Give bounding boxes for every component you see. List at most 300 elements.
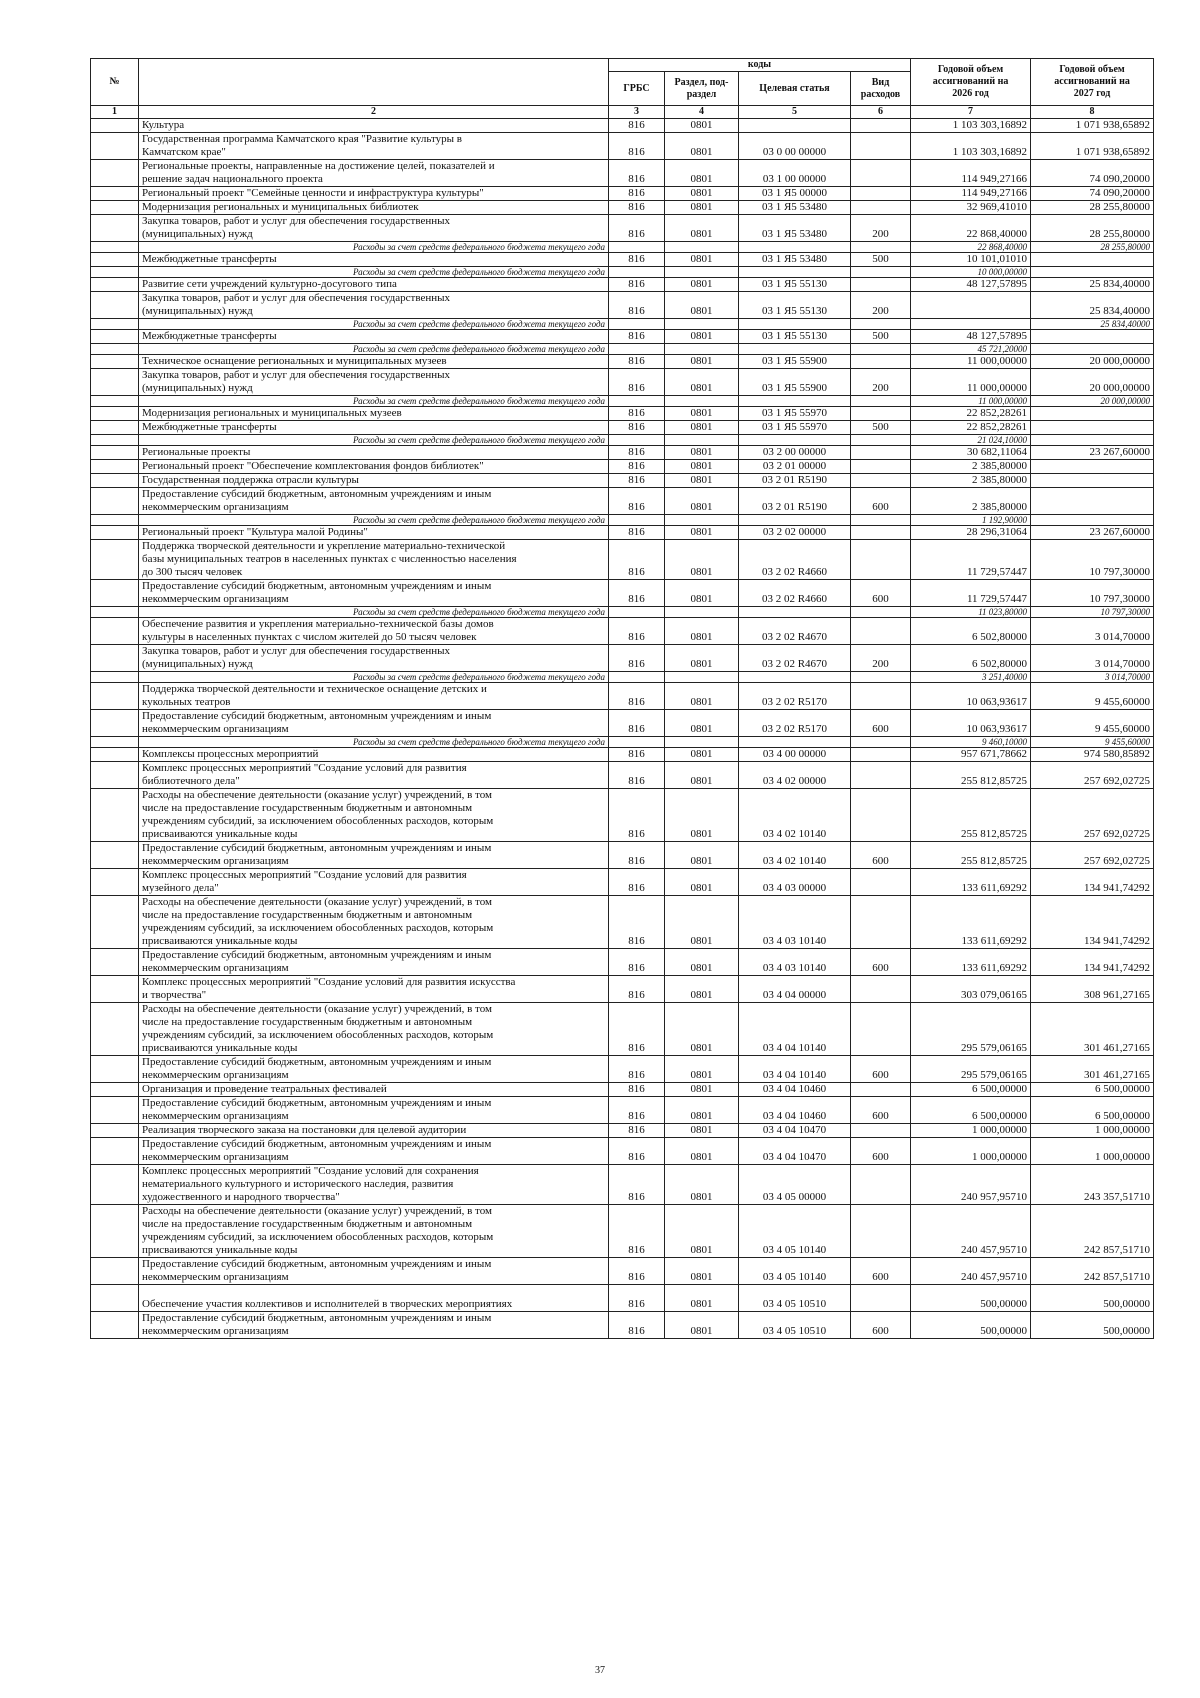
row-target-article-cell: 03 4 05 10510 bbox=[739, 1312, 851, 1339]
row-grbs-cell bbox=[609, 319, 665, 330]
row-section-cell: 0801 bbox=[665, 1312, 739, 1339]
row-section-cell: 0801 bbox=[665, 580, 739, 607]
row-name-cell: Организация и проведение театральных фестивалей bbox=[139, 1083, 609, 1097]
row-name-cell: Закупка товаров, работ и услуг для обеспечения государственных (муниципальных) нужд bbox=[139, 215, 609, 242]
row-volume-2026-cell: 957 671,78662 bbox=[911, 748, 1031, 762]
table-row bbox=[91, 187, 1154, 201]
row-number-cell bbox=[91, 187, 139, 201]
row-number-cell bbox=[91, 842, 139, 869]
row-number-cell bbox=[91, 133, 139, 160]
row-volume-2027-cell: 1 071 938,65892 bbox=[1031, 133, 1154, 160]
header-volume-2027: Годовой объем ассигнований на 2027 год bbox=[1031, 59, 1154, 106]
table-row bbox=[91, 355, 1154, 369]
row-number-cell bbox=[91, 1124, 139, 1138]
row-volume-2026-cell: 500,00000 bbox=[911, 1285, 1031, 1312]
federal-funds-row bbox=[91, 396, 1154, 407]
row-volume-2026-cell: 295 579,06165 bbox=[911, 1056, 1031, 1083]
row-expense-type-cell bbox=[851, 1083, 911, 1097]
row-volume-2027-cell: 28 255,80000 bbox=[1031, 242, 1154, 253]
table-row bbox=[91, 1056, 1154, 1083]
row-expense-type-cell: 200 bbox=[851, 292, 911, 319]
row-section-cell: 0801 bbox=[665, 1124, 739, 1138]
row-expense-type-cell bbox=[851, 133, 911, 160]
row-section-cell: 0801 bbox=[665, 160, 739, 187]
row-volume-2026-cell: 11 000,00000 bbox=[911, 355, 1031, 369]
table-row bbox=[91, 976, 1154, 1003]
row-number-cell bbox=[91, 319, 139, 330]
table-row bbox=[91, 789, 1154, 842]
row-volume-2027-cell: 28 255,80000 bbox=[1031, 201, 1154, 215]
row-target-article-cell bbox=[739, 396, 851, 407]
row-section-cell: 0801 bbox=[665, 976, 739, 1003]
row-expense-type-cell bbox=[851, 1165, 911, 1205]
row-section-cell: 0801 bbox=[665, 1285, 739, 1312]
row-expense-type-cell bbox=[851, 319, 911, 330]
row-grbs-cell: 816 bbox=[609, 842, 665, 869]
row-volume-2027-cell: 257 692,02725 bbox=[1031, 762, 1154, 789]
row-name-cell: Комплекс процессных мероприятий "Создание условий для развития искусства и творчества" bbox=[139, 976, 609, 1003]
row-section-cell: 0801 bbox=[665, 540, 739, 580]
table-row bbox=[91, 762, 1154, 789]
row-name-cell: Предоставление субсидий бюджетным, автономным учреждениям и иным некоммерческим организациям bbox=[139, 949, 609, 976]
row-section-cell bbox=[665, 435, 739, 446]
row-volume-2027-cell bbox=[1031, 407, 1154, 421]
row-volume-2026-cell: 2 385,80000 bbox=[911, 474, 1031, 488]
row-volume-2026-cell: 3 251,40000 bbox=[911, 672, 1031, 683]
row-target-article-cell: 03 2 02 R4670 bbox=[739, 645, 851, 672]
table-row bbox=[91, 1003, 1154, 1056]
row-section-cell: 0801 bbox=[665, 460, 739, 474]
federal-funds-row bbox=[91, 515, 1154, 526]
row-grbs-cell: 816 bbox=[609, 215, 665, 242]
row-number-cell bbox=[91, 201, 139, 215]
row-section-cell: 0801 bbox=[665, 1138, 739, 1165]
row-name-cell: Расходы за счет средств федерального бюджета текущего года bbox=[139, 344, 609, 355]
header-grbs: ГРБС bbox=[609, 72, 665, 106]
row-section-cell: 0801 bbox=[665, 1205, 739, 1258]
budget-sheet bbox=[90, 58, 1153, 1339]
row-section-cell: 0801 bbox=[665, 869, 739, 896]
row-volume-2026-cell: 1 000,00000 bbox=[911, 1138, 1031, 1165]
row-volume-2027-cell: 257 692,02725 bbox=[1031, 842, 1154, 869]
row-name-cell: Расходы за счет средств федерального бюджета текущего года bbox=[139, 242, 609, 253]
row-volume-2027-cell: 243 357,51710 bbox=[1031, 1165, 1154, 1205]
row-target-article-cell: 03 4 03 00000 bbox=[739, 869, 851, 896]
row-expense-type-cell bbox=[851, 446, 911, 460]
row-name-cell: Закупка товаров, работ и услуг для обеспечения государственных (муниципальных) нужд bbox=[139, 369, 609, 396]
row-target-article-cell: 03 4 00 00000 bbox=[739, 748, 851, 762]
table-row bbox=[91, 160, 1154, 187]
row-target-article-cell: 03 0 00 00000 bbox=[739, 133, 851, 160]
row-volume-2027-cell: 20 000,00000 bbox=[1031, 369, 1154, 396]
row-volume-2027-cell: 308 961,27165 bbox=[1031, 976, 1154, 1003]
federal-funds-row bbox=[91, 672, 1154, 683]
row-volume-2027-cell: 20 000,00000 bbox=[1031, 396, 1154, 407]
row-expense-type-cell: 600 bbox=[851, 1312, 911, 1339]
row-name-cell: Межбюджетные трансферты bbox=[139, 421, 609, 435]
header-section: Раздел, под- раздел bbox=[665, 72, 739, 106]
row-volume-2026-cell: 240 957,95710 bbox=[911, 1165, 1031, 1205]
row-name-cell: Предоставление субсидий бюджетным, автономным учреждениям и иным некоммерческим организациям bbox=[139, 1312, 609, 1339]
row-section-cell bbox=[665, 607, 739, 618]
row-name-cell: Расходы за счет средств федерального бюджета текущего года bbox=[139, 607, 609, 618]
row-expense-type-cell bbox=[851, 607, 911, 618]
table-row bbox=[91, 842, 1154, 869]
row-number-cell bbox=[91, 1312, 139, 1339]
row-volume-2026-cell: 45 721,20000 bbox=[911, 344, 1031, 355]
row-volume-2027-cell: 134 941,74292 bbox=[1031, 869, 1154, 896]
table-row bbox=[91, 292, 1154, 319]
row-name-cell: Региональные проекты bbox=[139, 446, 609, 460]
row-name-cell: Техническое оснащение региональных и муниципальных музеев bbox=[139, 355, 609, 369]
row-expense-type-cell bbox=[851, 187, 911, 201]
row-grbs-cell bbox=[609, 737, 665, 748]
row-expense-type-cell: 500 bbox=[851, 253, 911, 267]
row-target-article-cell: 03 4 05 00000 bbox=[739, 1165, 851, 1205]
row-target-article-cell: 03 1 Я5 53480 bbox=[739, 201, 851, 215]
row-grbs-cell: 816 bbox=[609, 949, 665, 976]
row-expense-type-cell: 200 bbox=[851, 215, 911, 242]
row-section-cell: 0801 bbox=[665, 618, 739, 645]
row-target-article-cell: 03 4 04 10470 bbox=[739, 1124, 851, 1138]
row-grbs-cell: 816 bbox=[609, 869, 665, 896]
row-number-cell bbox=[91, 672, 139, 683]
table-row bbox=[91, 540, 1154, 580]
row-volume-2026-cell: 30 682,11064 bbox=[911, 446, 1031, 460]
row-expense-type-cell bbox=[851, 789, 911, 842]
row-section-cell: 0801 bbox=[665, 474, 739, 488]
table-row bbox=[91, 474, 1154, 488]
row-number-cell bbox=[91, 460, 139, 474]
row-number-cell bbox=[91, 1285, 139, 1312]
row-number-cell bbox=[91, 789, 139, 842]
row-volume-2026-cell: 21 024,10000 bbox=[911, 435, 1031, 446]
row-name-cell: Предоставление субсидий бюджетным, автономным учреждениям и иным некоммерческим организациям bbox=[139, 580, 609, 607]
row-target-article-cell bbox=[739, 672, 851, 683]
row-number-cell bbox=[91, 330, 139, 344]
row-volume-2027-cell: 10 797,30000 bbox=[1031, 607, 1154, 618]
row-grbs-cell: 816 bbox=[609, 683, 665, 710]
row-target-article-cell: 03 4 04 10460 bbox=[739, 1097, 851, 1124]
row-grbs-cell: 816 bbox=[609, 1312, 665, 1339]
row-section-cell: 0801 bbox=[665, 215, 739, 242]
row-section-cell: 0801 bbox=[665, 446, 739, 460]
row-grbs-cell: 816 bbox=[609, 355, 665, 369]
row-name-cell: Межбюджетные трансферты bbox=[139, 253, 609, 267]
row-name-cell: Расходы на обеспечение деятельности (оказание услуг) учреждений, в том числе на предоставление государственным бюджетным и автономным учреждениям субсидий, за исключением обособленных расходов, которым присваиваются уникальные коды bbox=[139, 1003, 609, 1056]
row-section-cell: 0801 bbox=[665, 645, 739, 672]
row-expense-type-cell: 600 bbox=[851, 1258, 911, 1285]
row-number-cell bbox=[91, 618, 139, 645]
row-grbs-cell: 816 bbox=[609, 710, 665, 737]
row-grbs-cell: 816 bbox=[609, 789, 665, 842]
col-number-7: 7 bbox=[911, 106, 1031, 119]
row-grbs-cell: 816 bbox=[609, 187, 665, 201]
row-section-cell: 0801 bbox=[665, 710, 739, 737]
row-volume-2026-cell: 11 729,57447 bbox=[911, 580, 1031, 607]
row-grbs-cell: 816 bbox=[609, 1056, 665, 1083]
row-number-cell bbox=[91, 949, 139, 976]
row-section-cell: 0801 bbox=[665, 253, 739, 267]
row-volume-2026-cell: 114 949,27166 bbox=[911, 160, 1031, 187]
table-row bbox=[91, 133, 1154, 160]
federal-funds-row bbox=[91, 435, 1154, 446]
row-volume-2026-cell: 28 296,31064 bbox=[911, 526, 1031, 540]
table-row bbox=[91, 1205, 1154, 1258]
row-number-cell bbox=[91, 344, 139, 355]
row-name-cell: Расходы за счет средств федерального бюджета текущего года bbox=[139, 672, 609, 683]
row-target-article-cell: 03 4 04 10140 bbox=[739, 1003, 851, 1056]
col-number-8: 8 bbox=[1031, 106, 1154, 119]
row-target-article-cell: 03 2 02 R4660 bbox=[739, 580, 851, 607]
row-grbs-cell: 816 bbox=[609, 540, 665, 580]
row-volume-2026-cell: 22 852,28261 bbox=[911, 421, 1031, 435]
table-row bbox=[91, 460, 1154, 474]
row-target-article-cell: 03 4 04 10140 bbox=[739, 1056, 851, 1083]
federal-funds-row bbox=[91, 267, 1154, 278]
row-section-cell bbox=[665, 267, 739, 278]
row-volume-2027-cell: 500,00000 bbox=[1031, 1312, 1154, 1339]
row-volume-2026-cell: 295 579,06165 bbox=[911, 1003, 1031, 1056]
row-section-cell bbox=[665, 737, 739, 748]
row-number-cell bbox=[91, 369, 139, 396]
table-row bbox=[91, 488, 1154, 515]
row-name-cell: Расходы за счет средств федерального бюджета текущего года bbox=[139, 515, 609, 526]
row-target-article-cell: 03 1 Я5 55970 bbox=[739, 407, 851, 421]
row-name-cell: Реализация творческого заказа на постановки для целевой аудитории bbox=[139, 1124, 609, 1138]
row-volume-2027-cell: 28 255,80000 bbox=[1031, 215, 1154, 242]
row-number-cell bbox=[91, 1165, 139, 1205]
row-name-cell: Предоставление субсидий бюджетным, автономным учреждениям и иным некоммерческим организациям bbox=[139, 1056, 609, 1083]
row-grbs-cell bbox=[609, 515, 665, 526]
table-row bbox=[91, 1312, 1154, 1339]
row-grbs-cell: 816 bbox=[609, 460, 665, 474]
row-section-cell: 0801 bbox=[665, 842, 739, 869]
row-volume-2027-cell bbox=[1031, 330, 1154, 344]
row-expense-type-cell bbox=[851, 540, 911, 580]
row-expense-type-cell: 600 bbox=[851, 842, 911, 869]
row-target-article-cell bbox=[739, 607, 851, 618]
row-number-cell bbox=[91, 474, 139, 488]
row-volume-2026-cell bbox=[911, 319, 1031, 330]
row-expense-type-cell: 600 bbox=[851, 488, 911, 515]
row-grbs-cell: 816 bbox=[609, 748, 665, 762]
row-number-cell bbox=[91, 645, 139, 672]
row-target-article-cell: 03 4 04 00000 bbox=[739, 976, 851, 1003]
header-expense-type: Вид расходов bbox=[851, 72, 911, 106]
row-number-cell bbox=[91, 1258, 139, 1285]
row-volume-2027-cell: 20 000,00000 bbox=[1031, 355, 1154, 369]
row-section-cell: 0801 bbox=[665, 526, 739, 540]
row-name-cell: Расходы на обеспечение деятельности (оказание услуг) учреждений, в том числе на предоставление государственным бюджетным и автономным учреждениям субсидий, за исключением обособленных расходов, которым присваиваются уникальные коды bbox=[139, 789, 609, 842]
row-grbs-cell: 816 bbox=[609, 278, 665, 292]
row-volume-2027-cell: 301 461,27165 bbox=[1031, 1003, 1154, 1056]
row-grbs-cell: 816 bbox=[609, 253, 665, 267]
table-row bbox=[91, 1258, 1154, 1285]
row-expense-type-cell bbox=[851, 160, 911, 187]
col-number-6: 6 bbox=[851, 106, 911, 119]
row-volume-2027-cell: 242 857,51710 bbox=[1031, 1258, 1154, 1285]
row-volume-2026-cell: 303 079,06165 bbox=[911, 976, 1031, 1003]
row-volume-2027-cell bbox=[1031, 267, 1154, 278]
row-grbs-cell: 816 bbox=[609, 896, 665, 949]
row-expense-type-cell bbox=[851, 407, 911, 421]
row-expense-type-cell bbox=[851, 344, 911, 355]
row-target-article-cell: 03 1 00 00000 bbox=[739, 160, 851, 187]
row-name-cell: Государственная программа Камчатского края "Развитие культуры в Камчатском крае" bbox=[139, 133, 609, 160]
row-section-cell: 0801 bbox=[665, 421, 739, 435]
table-row bbox=[91, 748, 1154, 762]
row-name-cell: Расходы за счет средств федерального бюджета текущего года bbox=[139, 319, 609, 330]
row-grbs-cell: 816 bbox=[609, 474, 665, 488]
row-section-cell: 0801 bbox=[665, 369, 739, 396]
row-name-cell: Комплекс процессных мероприятий "Создание условий для сохранения нематериального культурного и исторического наследия, развития художественного и народного творчества" bbox=[139, 1165, 609, 1205]
row-volume-2027-cell bbox=[1031, 253, 1154, 267]
row-grbs-cell: 816 bbox=[609, 369, 665, 396]
row-section-cell bbox=[665, 515, 739, 526]
row-expense-type-cell bbox=[851, 737, 911, 748]
row-number-cell bbox=[91, 1083, 139, 1097]
row-grbs-cell: 816 bbox=[609, 1003, 665, 1056]
row-number-cell bbox=[91, 1138, 139, 1165]
row-volume-2026-cell: 10 063,93617 bbox=[911, 710, 1031, 737]
row-section-cell bbox=[665, 344, 739, 355]
row-grbs-cell: 816 bbox=[609, 446, 665, 460]
row-volume-2027-cell: 500,00000 bbox=[1031, 1285, 1154, 1312]
row-expense-type-cell bbox=[851, 242, 911, 253]
row-target-article-cell bbox=[739, 737, 851, 748]
row-grbs-cell: 816 bbox=[609, 1205, 665, 1258]
row-number-cell bbox=[91, 215, 139, 242]
row-section-cell: 0801 bbox=[665, 1258, 739, 1285]
row-expense-type-cell bbox=[851, 526, 911, 540]
row-target-article-cell: 03 4 05 10510 bbox=[739, 1285, 851, 1312]
row-number-cell bbox=[91, 253, 139, 267]
row-grbs-cell bbox=[609, 607, 665, 618]
table-row bbox=[91, 1097, 1154, 1124]
row-volume-2026-cell: 22 868,40000 bbox=[911, 215, 1031, 242]
row-number-cell bbox=[91, 540, 139, 580]
row-name-cell: Предоставление субсидий бюджетным, автономным учреждениям и иным некоммерческим организациям bbox=[139, 710, 609, 737]
row-volume-2027-cell: 23 267,60000 bbox=[1031, 526, 1154, 540]
row-number-cell bbox=[91, 407, 139, 421]
row-volume-2026-cell: 133 611,69292 bbox=[911, 896, 1031, 949]
row-expense-type-cell bbox=[851, 762, 911, 789]
row-grbs-cell: 816 bbox=[609, 1285, 665, 1312]
row-name-cell: Региональные проекты, направленные на достижение целей, показателей и решение задач национального проекта bbox=[139, 160, 609, 187]
row-volume-2026-cell: 11 729,57447 bbox=[911, 540, 1031, 580]
row-expense-type-cell bbox=[851, 435, 911, 446]
federal-funds-row bbox=[91, 344, 1154, 355]
row-number-cell bbox=[91, 748, 139, 762]
row-volume-2027-cell bbox=[1031, 421, 1154, 435]
row-target-article-cell: 03 1 Я5 55130 bbox=[739, 292, 851, 319]
federal-funds-row bbox=[91, 737, 1154, 748]
col-number-3: 3 bbox=[609, 106, 665, 119]
row-number-cell bbox=[91, 1003, 139, 1056]
row-expense-type-cell bbox=[851, 355, 911, 369]
row-name-cell: Комплекс процессных мероприятий "Создание условий для развития библиотечного дела" bbox=[139, 762, 609, 789]
header-name-empty bbox=[139, 59, 609, 106]
row-expense-type-cell bbox=[851, 869, 911, 896]
row-target-article-cell: 03 4 02 00000 bbox=[739, 762, 851, 789]
row-number-cell bbox=[91, 278, 139, 292]
row-expense-type-cell bbox=[851, 683, 911, 710]
row-name-cell: Предоставление субсидий бюджетным, автономным учреждениям и иным некоммерческим организациям bbox=[139, 1138, 609, 1165]
row-name-cell: Комплексы процессных мероприятий bbox=[139, 748, 609, 762]
table-row bbox=[91, 869, 1154, 896]
row-volume-2027-cell: 1 071 938,65892 bbox=[1031, 119, 1154, 133]
row-target-article-cell: 03 1 Я5 55130 bbox=[739, 330, 851, 344]
row-expense-type-cell bbox=[851, 618, 911, 645]
table-row bbox=[91, 446, 1154, 460]
row-section-cell: 0801 bbox=[665, 292, 739, 319]
row-number-cell bbox=[91, 1205, 139, 1258]
row-volume-2026-cell: 10 063,93617 bbox=[911, 683, 1031, 710]
row-volume-2027-cell bbox=[1031, 344, 1154, 355]
table-row bbox=[91, 1083, 1154, 1097]
row-volume-2027-cell: 974 580,85892 bbox=[1031, 748, 1154, 762]
row-name-cell: Предоставление субсидий бюджетным, автономным учреждениям и иным некоммерческим организациям bbox=[139, 488, 609, 515]
row-target-article-cell: 03 1 Я5 55970 bbox=[739, 421, 851, 435]
row-volume-2026-cell: 6 502,80000 bbox=[911, 618, 1031, 645]
row-number-cell bbox=[91, 976, 139, 1003]
row-expense-type-cell: 200 bbox=[851, 369, 911, 396]
row-volume-2026-cell: 11 023,80000 bbox=[911, 607, 1031, 618]
row-number-cell bbox=[91, 292, 139, 319]
row-name-cell: Расходы на обеспечение деятельности (оказание услуг) учреждений, в том числе на предоставление государственным бюджетным и автономным учреждениям субсидий, за исключением обособленных расходов, которым присваиваются уникальные коды bbox=[139, 896, 609, 949]
table-row bbox=[91, 1285, 1154, 1312]
row-target-article-cell: 03 4 03 10140 bbox=[739, 949, 851, 976]
row-volume-2026-cell: 255 812,85725 bbox=[911, 789, 1031, 842]
row-number-cell bbox=[91, 869, 139, 896]
federal-funds-row bbox=[91, 242, 1154, 253]
row-number-cell bbox=[91, 580, 139, 607]
row-volume-2026-cell: 10 101,01010 bbox=[911, 253, 1031, 267]
row-target-article-cell: 03 2 01 R5190 bbox=[739, 488, 851, 515]
row-number-cell bbox=[91, 607, 139, 618]
row-volume-2027-cell: 25 834,40000 bbox=[1031, 292, 1154, 319]
page-number: 37 bbox=[595, 1665, 605, 1676]
row-number-cell bbox=[91, 710, 139, 737]
table-row bbox=[91, 253, 1154, 267]
row-target-article-cell: 03 1 Я5 53480 bbox=[739, 253, 851, 267]
row-number-cell bbox=[91, 515, 139, 526]
row-volume-2027-cell: 9 455,60000 bbox=[1031, 710, 1154, 737]
row-target-article-cell: 03 4 04 10470 bbox=[739, 1138, 851, 1165]
row-target-article-cell bbox=[739, 242, 851, 253]
row-section-cell: 0801 bbox=[665, 407, 739, 421]
row-volume-2026-cell bbox=[911, 292, 1031, 319]
row-name-cell: Расходы на обеспечение деятельности (оказание услуг) учреждений, в том числе на предоставление государственным бюджетным и автономным учреждениям субсидий, за исключением обособленных расходов, которым присваиваются уникальные коды bbox=[139, 1205, 609, 1258]
row-volume-2027-cell: 1 000,00000 bbox=[1031, 1138, 1154, 1165]
row-volume-2027-cell: 25 834,40000 bbox=[1031, 319, 1154, 330]
row-grbs-cell: 816 bbox=[609, 1124, 665, 1138]
row-grbs-cell bbox=[609, 435, 665, 446]
row-volume-2026-cell: 11 000,00000 bbox=[911, 369, 1031, 396]
row-target-article-cell bbox=[739, 119, 851, 133]
table-header bbox=[91, 59, 1154, 119]
row-number-cell bbox=[91, 683, 139, 710]
row-name-cell: Расходы за счет средств федерального бюджета текущего года bbox=[139, 396, 609, 407]
row-name-cell: Поддержка творческой деятельности и техническое оснащение детских и кукольных театров bbox=[139, 683, 609, 710]
row-section-cell bbox=[665, 396, 739, 407]
row-volume-2027-cell: 10 797,30000 bbox=[1031, 540, 1154, 580]
row-expense-type-cell: 600 bbox=[851, 580, 911, 607]
row-grbs-cell: 816 bbox=[609, 421, 665, 435]
row-section-cell bbox=[665, 242, 739, 253]
row-expense-type-cell bbox=[851, 896, 911, 949]
